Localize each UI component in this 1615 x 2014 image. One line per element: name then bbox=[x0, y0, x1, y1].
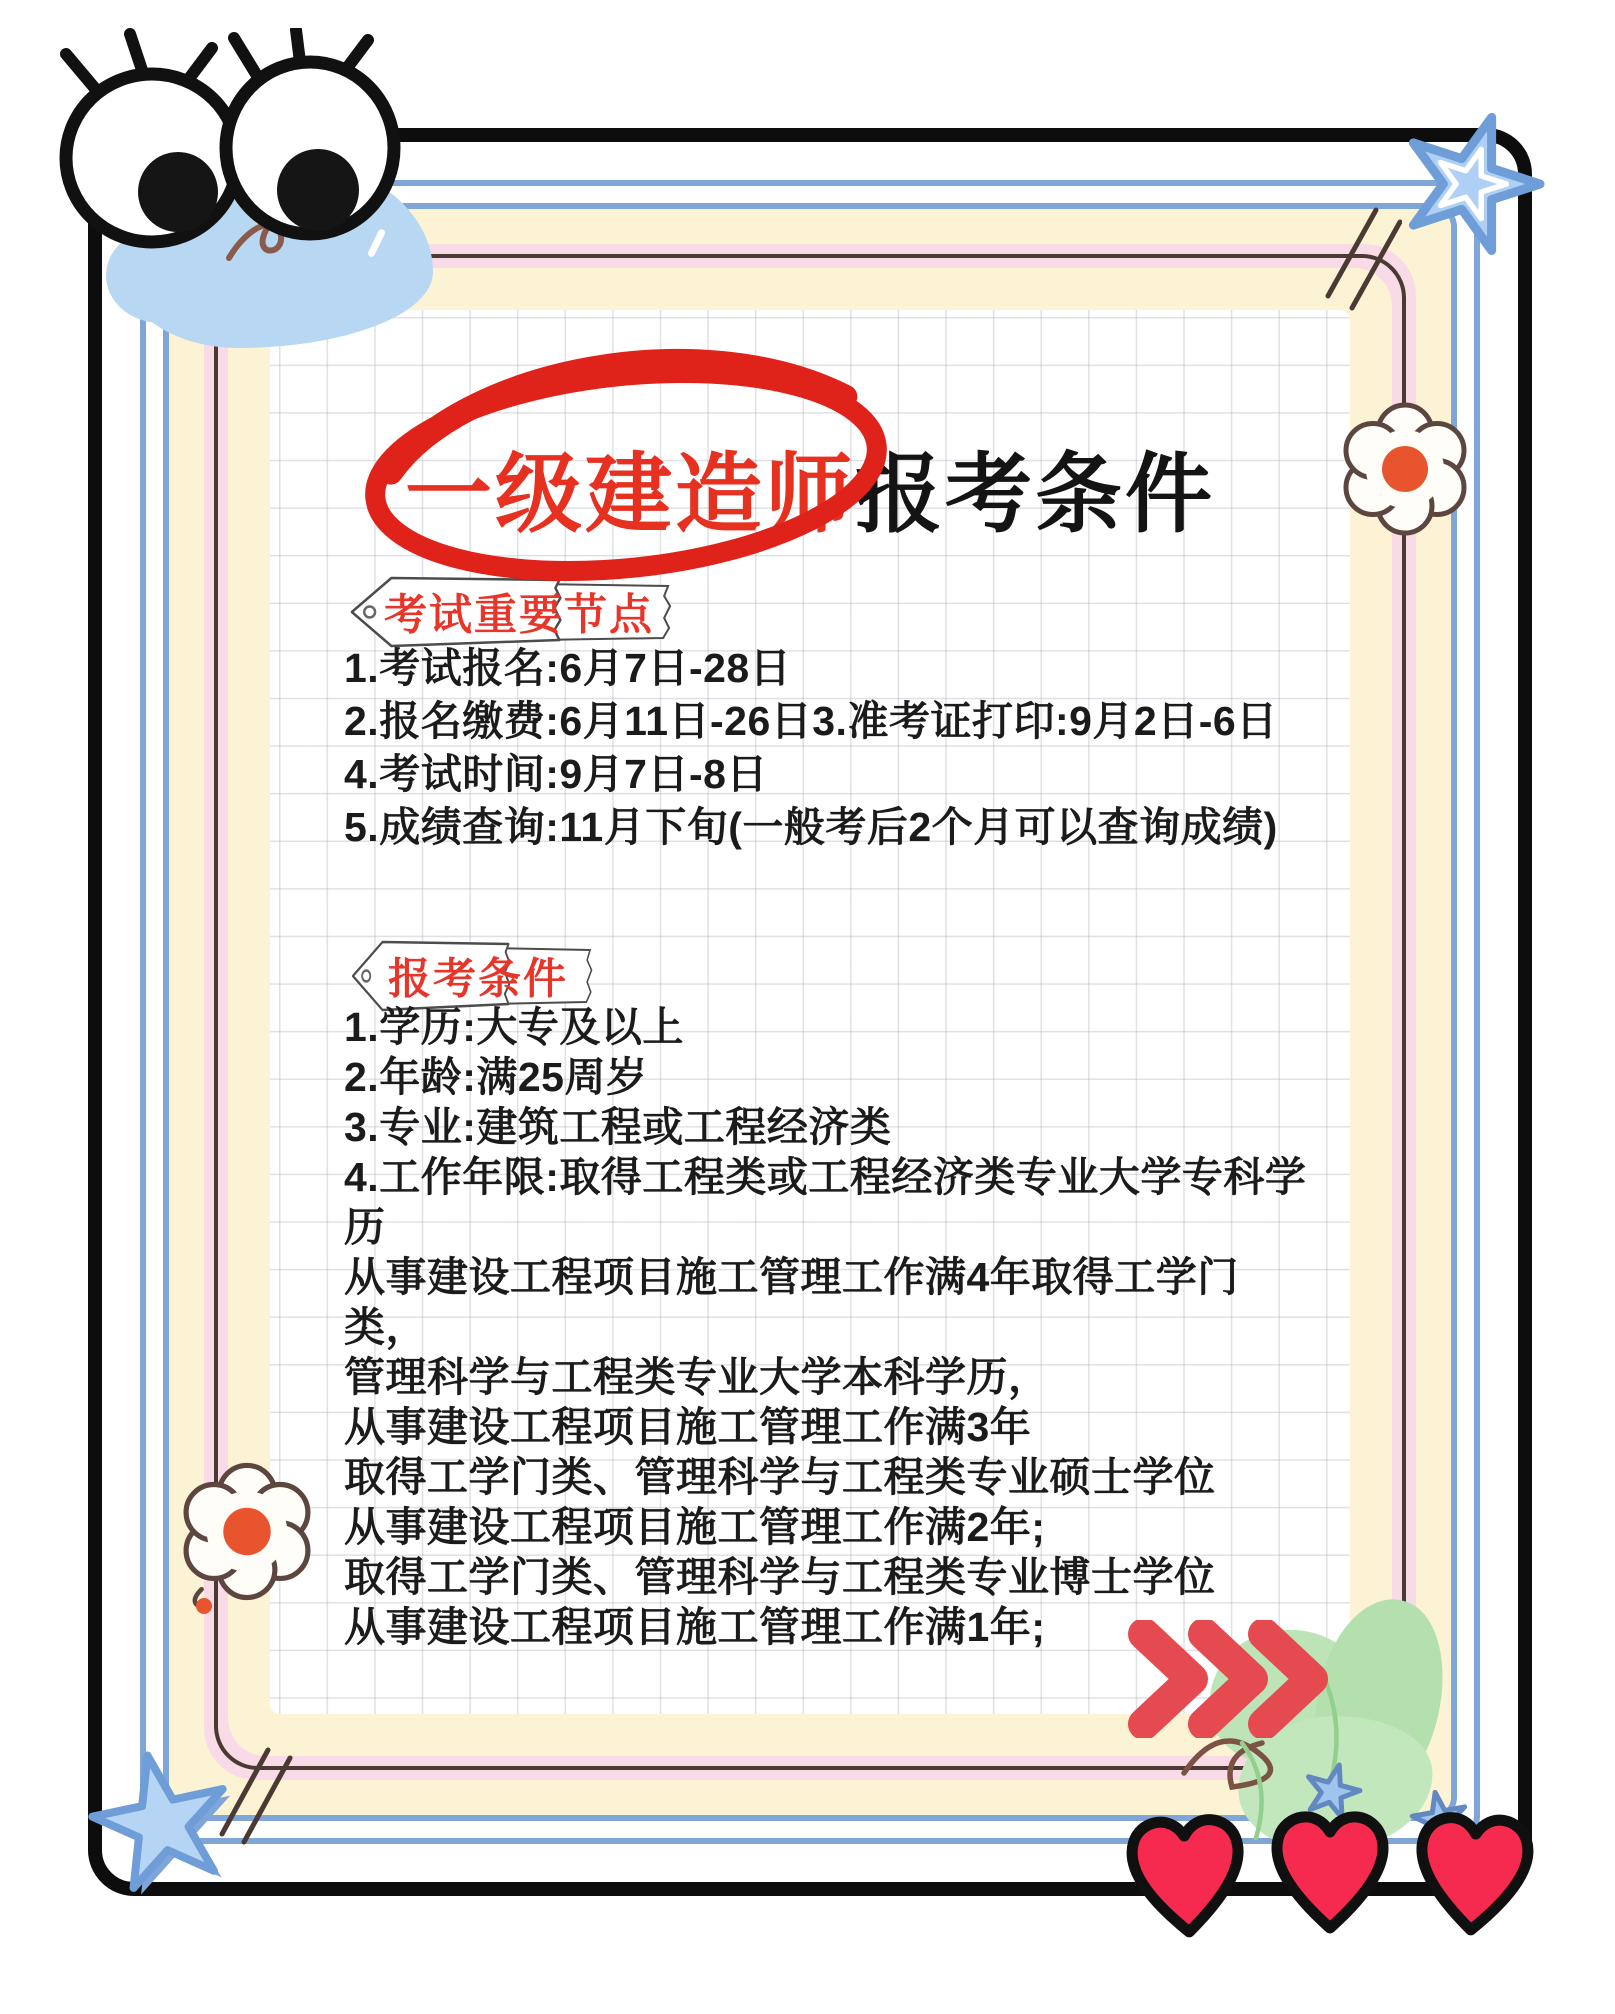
exam-dates-list bbox=[344, 642, 1278, 854]
text-line: 从事建设工程项目施工管理工作满2年; bbox=[344, 1504, 1046, 1550]
text-line: 类， bbox=[344, 1304, 427, 1350]
text-line: 取得工学门类、管理科学与工程类专业硕士学位 bbox=[344, 1454, 1216, 1500]
tag-label: 报考条件 bbox=[388, 955, 568, 1004]
star-sticker-bottom-left-icon bbox=[84, 1746, 240, 1902]
text-line: 4.工作年限:取得工程类或工程经济类专业大学专科学 bbox=[344, 1154, 1307, 1200]
title-rest: 报考条件 bbox=[855, 446, 1215, 543]
flower-doodle-right-icon bbox=[1330, 392, 1480, 547]
title-highlight: 一级建造师 bbox=[405, 446, 855, 543]
text-line: 从事建设工程项目施工管理工作满1年; bbox=[344, 1604, 1046, 1650]
requirements-list bbox=[344, 1002, 1306, 1652]
heart-stickers bbox=[1112, 1792, 1582, 1962]
text-line: 3.专业:建筑工程或工程经济类 bbox=[344, 1104, 892, 1150]
cloud-slash-mark bbox=[171, 253, 192, 287]
star-sticker-top-right-icon bbox=[1388, 102, 1552, 266]
text-line: 2.年龄:满25周岁 bbox=[344, 1054, 648, 1100]
text-line: 1.考试报名:6月7日-28日 bbox=[344, 645, 792, 691]
text-line: 1.学历:大专及以上 bbox=[344, 1004, 684, 1050]
googly-eyes-icon bbox=[38, 28, 410, 258]
text-line: 从事建设工程项目施工管理工作满3年 bbox=[344, 1404, 1032, 1450]
text-line: 5.成绩查询:11月下旬(一般考后2个月可以查询成绩) bbox=[344, 804, 1278, 850]
chevrons-more-icon bbox=[1128, 1620, 1338, 1738]
text-line: 管理科学与工程类专业大学本科学历， bbox=[344, 1354, 1050, 1400]
orange-dot-icon bbox=[196, 1598, 212, 1614]
tag-label: 考试重要节点 bbox=[384, 591, 654, 640]
flower-doodle-left-icon bbox=[168, 1452, 326, 1612]
page-title bbox=[270, 424, 1350, 549]
section-tag-exam-dates bbox=[340, 572, 676, 652]
text-line: 2.报名缴费:6月11日-26日3.准考证打印:9月2日-6日 bbox=[344, 698, 1278, 744]
text-line: 4.考试时间:9月7日-8日 bbox=[344, 751, 768, 797]
text-line: 历 bbox=[344, 1204, 386, 1250]
text-line: 从事建设工程项目施工管理工作满4年取得工学门 bbox=[344, 1254, 1239, 1300]
text-line: 取得工学门类、管理科学与工程类专业博士学位 bbox=[344, 1554, 1216, 1600]
